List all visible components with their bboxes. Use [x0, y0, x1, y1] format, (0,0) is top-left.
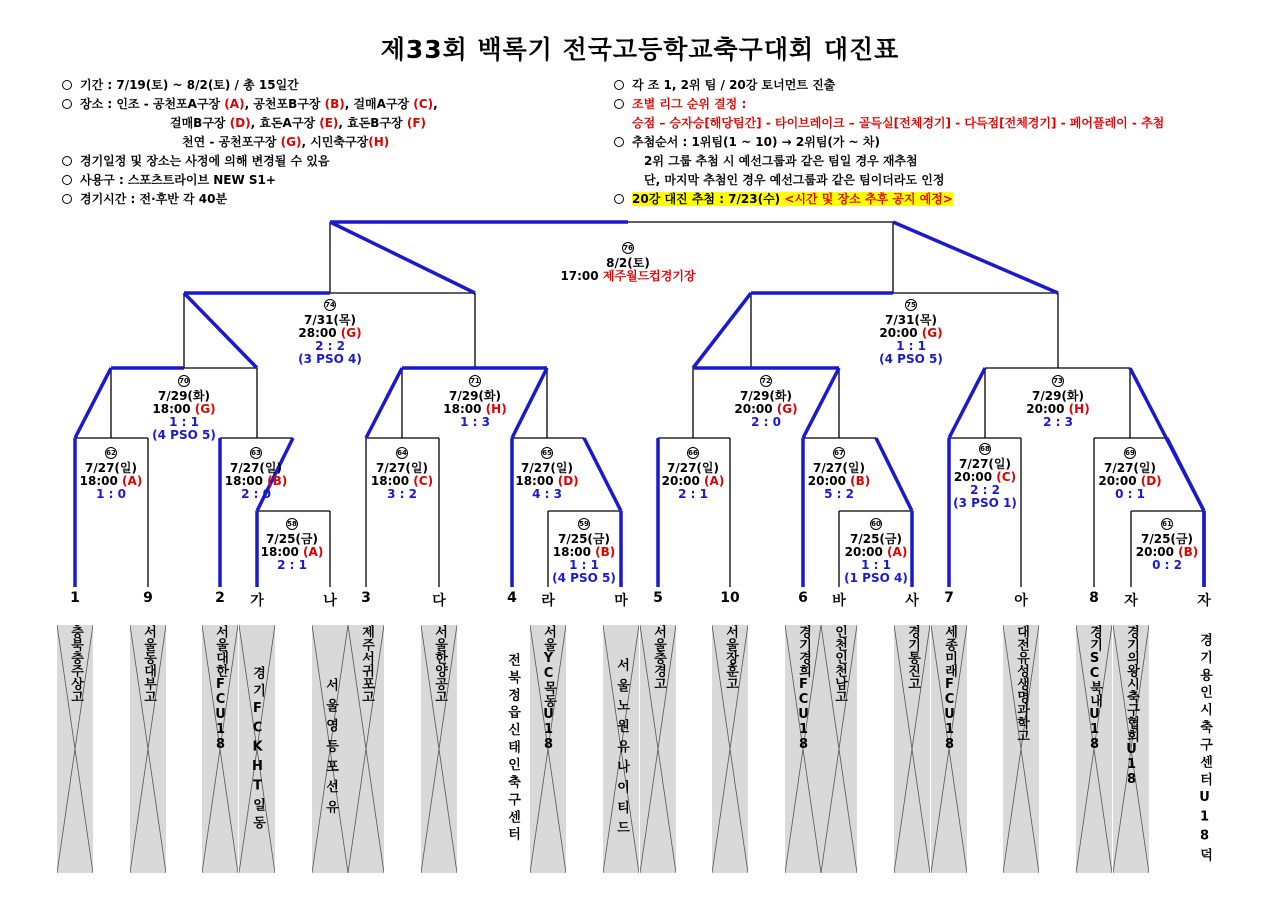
- team-column: [821, 625, 857, 873]
- match-score: 1 : 3: [460, 415, 490, 429]
- match-venue: (G): [776, 402, 798, 416]
- team-column: [1186, 625, 1222, 873]
- team-name: 경기통진고: [905, 625, 920, 690]
- team-name: 서울동대부고: [141, 625, 156, 703]
- match-date: 7/25(금): [1141, 532, 1193, 546]
- match-number-badge: 63: [251, 449, 261, 457]
- winner-path-line: [949, 368, 985, 438]
- match-score: 1 : 1: [861, 558, 891, 572]
- match-62: [51, 445, 171, 501]
- team-name: 대전유성생명과학고: [1014, 625, 1029, 742]
- match-73: [998, 373, 1118, 429]
- info-left-text: , 걸매A구장: [344, 97, 414, 111]
- match-venue: (A): [122, 474, 143, 488]
- info-left-text: (G): [280, 135, 302, 149]
- match-venue: (H): [1068, 402, 1090, 416]
- match-number-badge: 72: [761, 377, 771, 385]
- bracket-slot-label: 3: [361, 590, 371, 606]
- team-name: 충북충주상고: [68, 625, 83, 703]
- match-69: [1070, 445, 1190, 501]
- match-venue: (G): [921, 326, 943, 340]
- info-left-text: 사용구 : 스포츠트라이브 NEW S1+: [80, 173, 276, 187]
- match-number-badge: 69: [1125, 449, 1135, 457]
- bracket-slot-label: 가: [250, 593, 264, 609]
- bracket-slot-label: 아: [1014, 593, 1028, 609]
- team-column: [421, 625, 457, 873]
- info-left-text: ,: [433, 97, 438, 111]
- bracket-slot-label: 마: [614, 593, 628, 609]
- match-time: 20:00: [844, 545, 888, 559]
- info-left-text: 경기시간 : 전·후반 각 40분: [80, 192, 228, 206]
- info-left-text: (C): [413, 97, 434, 111]
- info-left-text: , 공천포B구장: [244, 97, 325, 111]
- match-score: 2 : 3: [1043, 415, 1073, 429]
- bracket-slot-label: 8: [1089, 590, 1099, 606]
- match-61: [1107, 516, 1227, 572]
- team-name: 인천인천남고: [832, 625, 847, 703]
- match-time: 18:00: [515, 474, 558, 488]
- match-venue: (D): [557, 474, 579, 488]
- info-left-text: (B): [324, 97, 345, 111]
- match-67: [779, 445, 899, 501]
- match-pso-score: (3 PSO 4): [298, 352, 362, 366]
- bracket-slot-label: 5: [653, 590, 663, 606]
- match-venue: (D): [1140, 474, 1162, 488]
- match-time: 18:00: [152, 402, 195, 416]
- bracket-slot-label: 나: [323, 593, 337, 609]
- match-venue: (A): [303, 545, 324, 559]
- match-date: 7/25(금): [850, 532, 902, 546]
- team-column: [1003, 625, 1039, 873]
- match-number-badge: 71: [470, 377, 480, 385]
- winner-path-line: [184, 293, 257, 368]
- match-pso-score: (4 PSO 5): [552, 571, 616, 585]
- match-number-badge: 76: [623, 244, 633, 252]
- match-date: 7/27(일): [376, 461, 428, 475]
- match-score: 5 : 2: [824, 487, 854, 501]
- match-number-badge: 68: [980, 445, 990, 453]
- match-71: [415, 373, 535, 429]
- match-date: 7/31(목): [885, 313, 937, 327]
- match-66: [633, 445, 753, 501]
- page-title: 제33회 백록기 전국고등학교축구대회 대진표: [380, 35, 900, 64]
- info-right-text: 승점 – 승자승[해당팀간] - 타이브레이크 – 골득실[전체경기] - 다득점[전체경기] - 페어플레이 - 추첨: [632, 116, 1165, 130]
- match-score: 2 : 0: [241, 487, 271, 501]
- match-74: [270, 297, 390, 366]
- match-number-badge: 60: [871, 520, 881, 528]
- match-date: 7/27(일): [813, 461, 865, 475]
- match-date: 7/27(일): [230, 461, 282, 475]
- match-time: 18:00: [260, 545, 304, 559]
- match-time: 20:00: [879, 326, 922, 340]
- info-left-text: , 효돈A구장: [250, 116, 320, 130]
- team-name: 제주서귀포고: [359, 625, 374, 703]
- team-name: 서울대한FCU18: [213, 625, 228, 752]
- winner-path-line: [893, 222, 1058, 293]
- team-name: 경기경희FCU18: [796, 625, 811, 752]
- match-time: 18:00: [443, 402, 486, 416]
- match-number-badge: 67: [834, 449, 844, 457]
- match-time: 20:00: [807, 474, 851, 488]
- team-column: [603, 625, 639, 873]
- match-score: 0 : 2: [1152, 558, 1182, 572]
- match-date: 7/27(일): [959, 457, 1011, 471]
- bracket-slot-label: 6: [798, 590, 808, 606]
- match-60: [816, 516, 936, 585]
- bracket-slot-label: 4: [507, 590, 517, 606]
- info-left-text: 천연 - 공천포구장: [182, 135, 281, 149]
- match-score: 1 : 0: [96, 487, 126, 501]
- match-date: 7/27(일): [1104, 461, 1156, 475]
- info-left-text: (A): [224, 97, 245, 111]
- info-right-text: 20강 대진 추첨 : 7/23(수): [632, 192, 785, 206]
- bracket-slot-label: 사: [905, 593, 919, 609]
- match-date: 7/29(화): [740, 389, 792, 403]
- match-score: 1 : 1: [896, 339, 926, 353]
- match-65: [487, 445, 607, 501]
- match-72: [706, 373, 826, 429]
- match-number-badge: 73: [1053, 377, 1063, 385]
- info-left-text: (D): [229, 116, 251, 130]
- match-63: [196, 445, 316, 501]
- match-number-badge: 59: [579, 520, 589, 528]
- match-time: 18:00: [79, 474, 123, 488]
- team-column: [530, 625, 566, 873]
- bracket-slot-label: 1: [70, 590, 80, 606]
- match-64: [342, 445, 462, 501]
- match-date: 7/27(일): [667, 461, 719, 475]
- match-score: 2 : 1: [678, 487, 708, 501]
- match-number-badge: 75: [906, 301, 916, 309]
- match-score: 2 : 1: [277, 558, 307, 572]
- info-left-text: 기간 : 7/19(토) ~ 8/2(토) / 총 15일간: [80, 78, 299, 92]
- team-name: 서울한양공고: [432, 625, 447, 703]
- match-date: 8/2(토): [606, 256, 650, 270]
- team-name: 서울충경고: [651, 625, 666, 690]
- info-right-text: 추첨순서 : 1위팀(1 ~ 10) → 2위팀(가 ~ 차): [632, 135, 880, 149]
- team-column: [1076, 625, 1112, 873]
- team-name: 경기용인시축구센터U18덕: [1197, 632, 1212, 866]
- match-pso-score: (3 PSO 1): [953, 496, 1017, 510]
- match-date: 7/29(화): [158, 389, 210, 403]
- match-score: 2 : 2: [970, 483, 1000, 497]
- match-number-badge: 74: [325, 301, 335, 309]
- match-time: 17:00: [560, 269, 603, 283]
- match-venue: (H): [485, 402, 507, 416]
- bracket-slot-label: 자: [1197, 593, 1211, 609]
- match-score: 4 : 3: [532, 487, 562, 501]
- team-column: [640, 625, 676, 873]
- match-time: 20:00: [1135, 545, 1179, 559]
- match-venue: (B): [595, 545, 616, 559]
- match-score: 1 : 1: [569, 558, 599, 572]
- team-name: 경기FCKHT일동: [250, 665, 265, 833]
- match-date: 7/29(화): [449, 389, 501, 403]
- team-column: [348, 625, 384, 873]
- match-time: 20:00: [1026, 402, 1069, 416]
- match-number-badge: 58: [287, 520, 297, 528]
- match-number-badge: 70: [179, 377, 189, 385]
- match-score: 2 : 2: [315, 339, 345, 353]
- team-name: 전북정읍신태인축구센터: [505, 653, 520, 845]
- match-venue: 제주월드컵경기장: [602, 269, 696, 283]
- bracket-slot-label: 10: [720, 590, 740, 606]
- match-time: 18:00: [370, 474, 414, 488]
- match-pso-score: (4 PSO 5): [879, 352, 943, 366]
- info-left-text: (E): [319, 116, 339, 130]
- match-venue: (G): [340, 326, 362, 340]
- match-venue: (C): [413, 474, 434, 488]
- match-time: 28:00: [298, 326, 341, 340]
- match-date: 7/29(화): [1032, 389, 1084, 403]
- team-column: [312, 625, 348, 873]
- info-left-text: 장소 : 인조 - 공천포A구장: [80, 97, 225, 111]
- match-score: 0 : 1: [1115, 487, 1145, 501]
- team-column: [785, 625, 821, 873]
- match-venue: (A): [887, 545, 908, 559]
- match-date: 7/27(일): [521, 461, 573, 475]
- team-name: 경기의왕시축구협회U18: [1124, 625, 1139, 787]
- info-left-text: 경기일정 및 장소는 사정에 의해 변경될 수 있음: [80, 154, 330, 168]
- match-date: 7/25(금): [266, 532, 318, 546]
- bracket-slot-label: 2: [215, 590, 225, 606]
- match-75: [851, 297, 971, 366]
- match-score: 3 : 2: [387, 487, 417, 501]
- match-venue: (B): [850, 474, 871, 488]
- match-68: [925, 441, 1045, 510]
- match-58: [232, 516, 352, 572]
- match-date: 7/25(금): [558, 532, 610, 546]
- match-time: 20:00: [1098, 474, 1141, 488]
- match-number-badge: 64: [397, 449, 407, 457]
- team-name: 세종미래FCU18: [942, 625, 957, 752]
- bracket-slot-label: 바: [832, 593, 846, 609]
- winner-path-line: [75, 368, 111, 438]
- match-date: 7/27(일): [85, 461, 137, 475]
- info-left-text: , 효돈B구장: [338, 116, 407, 130]
- team-column: [712, 625, 748, 873]
- info-left-text: 걸매B구장: [170, 116, 230, 130]
- match-number-badge: 65: [542, 449, 552, 457]
- bracket-slot-label: 자: [1124, 593, 1138, 609]
- team-name: 서울영등포선유: [323, 677, 338, 821]
- match-time: 18:00: [224, 474, 268, 488]
- team-column: [202, 625, 238, 873]
- match-venue: (A): [704, 474, 725, 488]
- team-name: 서울YC목동U18: [541, 625, 556, 752]
- match-score: 1 : 1: [169, 415, 199, 429]
- info-right-text: 2위 그룹 추첨 시 예선그룹과 같은 팀일 경우 재추첨: [644, 154, 918, 168]
- team-name: 경기SC북내U18: [1087, 625, 1102, 752]
- info-left-text: , 시민축구장: [301, 135, 369, 149]
- match-score: 2 : 0: [751, 415, 781, 429]
- bracket-slot-label: 라: [541, 593, 555, 609]
- info-left-text: (F): [406, 116, 426, 130]
- team-name: 서울장훈고: [723, 625, 738, 690]
- match-number-badge: 62: [106, 449, 116, 457]
- team-column: [931, 625, 967, 873]
- info-right-text: 단, 마지막 추첨인 경우 예선그룹과 같은 팀이더라도 인정: [644, 173, 945, 187]
- match-pso-score: (1 PSO 4): [844, 571, 908, 585]
- match-number-badge: 66: [688, 449, 698, 457]
- winner-path-line: [366, 368, 402, 438]
- match-venue: (B): [267, 474, 288, 488]
- match-time: 20:00: [661, 474, 705, 488]
- match-time: 20:00: [953, 470, 997, 484]
- match-time: 20:00: [734, 402, 777, 416]
- bracket-slot-label: 9: [143, 590, 153, 606]
- winner-path-line: [330, 222, 475, 293]
- match-59: [524, 516, 644, 585]
- team-column: [239, 625, 275, 873]
- match-venue: (G): [194, 402, 216, 416]
- match-venue: (C): [996, 470, 1017, 484]
- team-column: [894, 625, 930, 873]
- match-venue: (B): [1178, 545, 1199, 559]
- match-pso-score: (4 PSO 5): [152, 428, 216, 442]
- match-date: 7/31(목): [304, 313, 356, 327]
- match-time: 18:00: [552, 545, 596, 559]
- team-column: [130, 625, 166, 873]
- team-column: [494, 625, 530, 873]
- winner-path-line: [693, 293, 751, 368]
- team-column: [57, 625, 93, 873]
- team-name: 서울노원유나이티드: [614, 657, 629, 841]
- match-number-badge: 61: [1162, 520, 1172, 528]
- info-right-text: 각 조 1, 2위 팀 / 20강 토너먼트 진출: [632, 78, 836, 92]
- info-right-text: <시간 및 장소 추후 공지 예정>: [784, 192, 953, 206]
- match-76: [538, 240, 718, 283]
- bracket-slot-label: 다: [432, 593, 446, 609]
- info-right-text: 조별 리그 순위 결정 :: [632, 97, 747, 111]
- bracket-slot-label: 7: [944, 590, 954, 606]
- team-column: [1113, 625, 1149, 873]
- match-70: [124, 373, 244, 442]
- info-left-text: (H): [368, 135, 390, 149]
